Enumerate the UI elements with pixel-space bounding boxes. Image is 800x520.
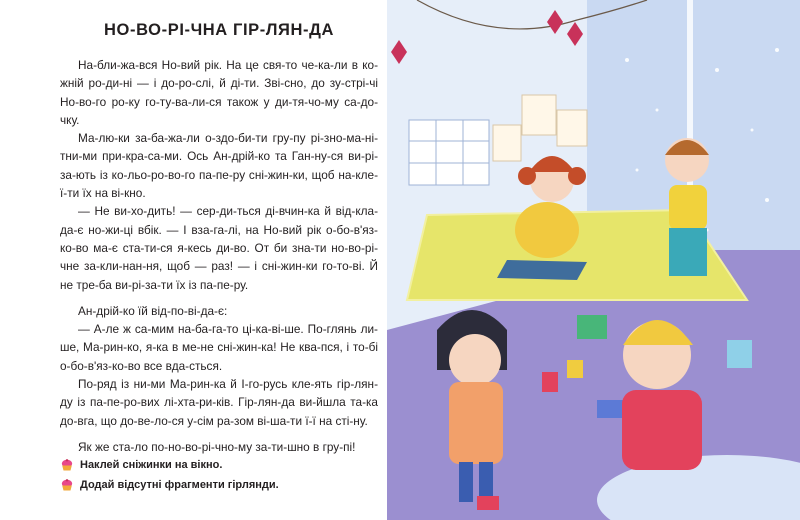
toy-block: [597, 400, 623, 418]
story-paragraph: На-бли-жа-вся Но-вий рік. На це свя-то че-ка-ли в ко-жній ро-ди-ні — і до-ро-слі, й ді-ти. Зві-сно, до зу-стрі-чі Но-во-го ро-ку го-ту-ва-ли-ся також у ди-тя-чо-му са-до-чку.: [60, 58, 378, 127]
story-paragraph: Як же ста-ло по-но-во-рі-чно-му за-ти-шно в гру-пі!: [78, 439, 356, 454]
cupcake-icon: [60, 459, 74, 471]
text-column: [60, 0, 378, 520]
story-paragraph: — Не ви-хо-дить! — сер-ди-ться ді-вчин-ка й від-кла-да-є но-жи-ці вбік. — І вза-га-лі, на Но-вий рік о-бо-в'яз-ко-во ма-є ста-ти-ся я-кесь ди-во. От би зна-ти но-во-рі-чне за-кли-нан-ня, щоб — раз! — і сні-жин-ки го-то-ві. Й не тре-ба ви-рі-за-ти їх із па-пе-ру.: [60, 204, 378, 292]
wall-picture: [522, 95, 556, 135]
story-body: [60, 56, 378, 456]
task-label: Наклей сніжинки на вікно.: [80, 459, 223, 471]
toy-block: [567, 360, 583, 378]
story-paragraph: По-ряд із ни-ми Ма-рин-ка й І-го-русь кле-ять гір-лян-ду із па-пе-ро-вих лі-хта-ри-ків. Гір-лян-да ви-йшла та-ка до-вга, що до-ве-ло-ся у-сім ра-зом ві-ша-ти ї-ї на сті-ну.: [60, 377, 378, 428]
task-item: [60, 455, 380, 475]
story-paragraph: Ан-дрій-ко їй від-по-ві-да-є:: [78, 303, 228, 318]
task-label: Додай відсутні фрагменти гірлянди.: [80, 479, 279, 491]
calendar-chart: [409, 120, 489, 185]
wall-picture: [557, 110, 587, 146]
child-ihorus: [622, 320, 702, 470]
task-item: [60, 475, 380, 495]
toy-block: [542, 372, 558, 392]
wall-picture: [493, 125, 521, 161]
child-andriyko: [665, 138, 709, 276]
toy-block: [727, 340, 752, 368]
story-paragraph: Ма-лю-ки за-ба-жа-ли о-здо-би-ти гру-пу рі-зно-ма-ні-тни-ми при-кра-са-ми. Ось Ан-дрій-ко та Ган-ну-ся ви-рі-за-ють із ко-льо-ро-во-го па-пе-ру сні-жин-ки, щоб на-кле-ї-ти їх на ві-кно.: [60, 131, 378, 201]
cupcake-icon: [60, 479, 74, 491]
illustration: [387, 0, 800, 520]
task-list: [60, 455, 380, 495]
story-paragraph: — А-ле ж са-мим на-ба-га-то ці-ка-ві-ше. По-глянь ли-ше, Ма-рин-ко, я-ка в ме-не сні-жин-ка! Не ква-пся, і то-бі о-бо-в'яз-ко-во все вда-сться.: [60, 322, 378, 373]
toy-block: [577, 315, 607, 339]
story-title: НО-ВО-РІ-ЧНА ГІР-ЛЯН-ДА: [104, 21, 334, 39]
